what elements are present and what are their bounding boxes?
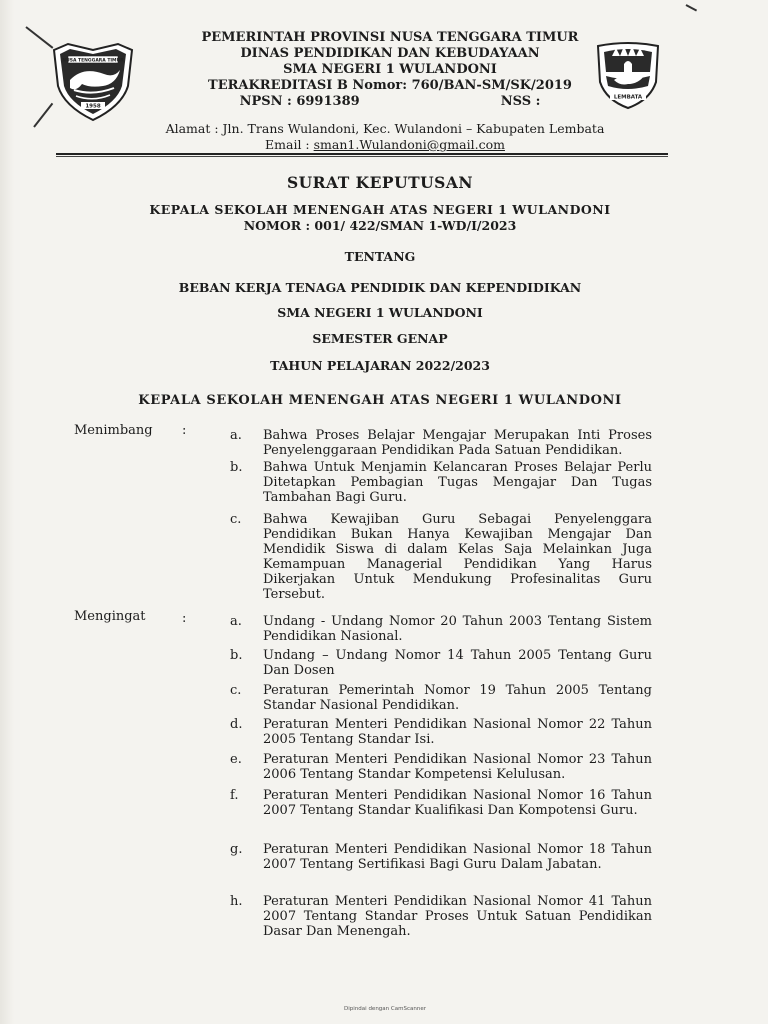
list-item-text: Bahwa Untuk Menjamin Kelancaran Proses Belajar Perlu Ditetapkan Pembagian Tugas Mengajar Dan Tugas Tambahan Bagi Guru.: [263, 460, 652, 505]
document-title: SURAT KEPUTUSAN: [286, 173, 474, 192]
subject-line: SMA NEGERI 1 WULANDONI: [277, 305, 483, 320]
letterhead-divider-thin: [56, 156, 668, 157]
logo-year: 1958: [85, 103, 101, 110]
list-item-text: Peraturan Menteri Pendidikan Nasional Nomor 18 Tahun 2007 Tentang Sertifikasi Bagi Guru Dalam Jabatan.: [263, 842, 652, 872]
lembata-regency-logo: [592, 38, 664, 114]
list-marker: b.: [230, 460, 243, 475]
list-item: [230, 512, 652, 602]
list-marker: c.: [230, 512, 242, 527]
list-item: [230, 683, 652, 713]
scanner-watermark: Dipindai dengan CamScanner: [344, 1006, 426, 1012]
list-item: [230, 648, 652, 678]
list-marker: b.: [230, 648, 243, 663]
tentang-heading: TENTANG: [344, 249, 416, 264]
list-marker: a.: [230, 614, 242, 629]
list-item-text: Peraturan Menteri Pendidikan Nasional Nomor 22 Tahun 2005 Tentang Standar Isi.: [263, 717, 652, 747]
list-marker: h.: [230, 894, 243, 909]
letterhead-province: PEMERINTAH PROVINSI NUSA TENGGARA TIMUR: [201, 30, 579, 45]
list-item-text: Peraturan Menteri Pendidikan Nasional Nomor 23 Tahun 2006 Tentang Standar Kompetensi Kelulusan.: [263, 752, 652, 782]
list-marker: e.: [230, 752, 242, 767]
letterhead-ids: [180, 94, 600, 110]
email-address: sman1.Wulandoni@gmail.com: [313, 137, 505, 152]
subject-line: BEBAN KERJA TENAGA PENDIDIK DAN KEPENDIDIKAN: [178, 280, 582, 295]
list-item: [230, 428, 652, 458]
email-label: Email :: [265, 137, 314, 152]
scan-edge: [0, 0, 14, 1024]
logo-label: LEMBATA: [613, 94, 643, 101]
ntt-province-logo: [48, 40, 138, 126]
list-marker: f.: [230, 788, 239, 803]
list-item: [230, 788, 652, 818]
decision-authority-heading: KEPALA SEKOLAH MENENGAH ATAS NEGERI 1 WULANDONI: [138, 393, 622, 408]
list-marker: a.: [230, 428, 242, 443]
list-item-text: Peraturan Menteri Pendidikan Nasional Nomor 41 Tahun 2007 Tentang Standar Proses Untuk Satuan Pendidikan Dasar Dan Menengah.: [263, 894, 652, 939]
scan-mark: [686, 4, 698, 11]
list-item-text: Undang - Undang Nomor 20 Tahun 2003 Tentang Sistem Pendidikan Nasional.: [263, 614, 652, 644]
list-marker: g.: [230, 842, 243, 857]
menimbang-colon: :: [182, 423, 187, 438]
list-item: [230, 752, 652, 782]
menimbang-label: Menimbang: [74, 423, 153, 438]
letterhead-department: DINAS PENDIDIKAN DAN KEBUDAYAAN: [240, 46, 540, 61]
letterhead-address: Alamat : Jln. Trans Wulandoni, Kec. Wulandoni – Kabupaten Lembata: [165, 121, 605, 136]
letterhead-accreditation: TERAKREDITASI B Nomor: 760/BAN-SM/SK/2019: [208, 78, 572, 93]
letterhead-email: [150, 137, 620, 152]
subject-line: SEMESTER GENAP: [312, 331, 448, 346]
list-item: [230, 842, 652, 872]
letterhead-school: SMA NEGERI 1 WULANDONI: [283, 62, 497, 77]
logo-banner-text: NUSA TENGGARA TIMUR: [62, 58, 124, 64]
list-item: [230, 614, 652, 644]
mengingat-label: Mengingat: [74, 609, 146, 624]
list-item: [230, 460, 652, 505]
list-item-text: Peraturan Menteri Pendidikan Nasional Nomor 16 Tahun 2007 Tentang Standar Kualifikasi Dan Kompotensi Guru.: [263, 788, 652, 818]
list-item-text: Peraturan Pemerintah Nomor 19 Tahun 2005 Tentang Standar Nasional Pendidikan.: [263, 683, 652, 713]
npsn-text: NPSN : 6991389: [239, 94, 360, 109]
mengingat-colon: :: [182, 611, 187, 626]
list-item-text: Undang – Undang Nomor 14 Tahun 2005 Tentang Guru Dan Dosen: [263, 648, 652, 678]
list-marker: c.: [230, 683, 242, 698]
subject-line: TAHUN PELAJARAN 2022/2023: [270, 358, 490, 373]
list-marker: d.: [230, 717, 243, 732]
list-item-text: Bahwa Proses Belajar Mengajar Merupakan Inti Proses Penyelenggaraan Pendidikan Pada Satuan Pendidikan.: [263, 428, 652, 458]
letterhead: [180, 30, 600, 110]
list-item: [230, 717, 652, 747]
document-issuer: KEPALA SEKOLAH MENENGAH ATAS NEGERI 1 WULANDONI: [149, 202, 611, 217]
document-number: NOMOR : 001/ 422/SMAN 1-WD/I/2023: [243, 218, 517, 233]
list-item-text: Bahwa Kewajiban Guru Sebagai Penyelenggara Pendidikan Bukan Hanya Kewajiban Mengajar Dan Mendidik Siswa di dalam Kelas Saja Melainkan Juga Kemampuan Managerial Pendidikan Yang Harus Dikerjakan Untuk Mendukung Profesinalitas Guru Tersebut.: [263, 512, 652, 602]
nss-text: NSS :: [500, 94, 541, 109]
list-item: [230, 894, 652, 939]
letterhead-divider: [56, 153, 668, 155]
